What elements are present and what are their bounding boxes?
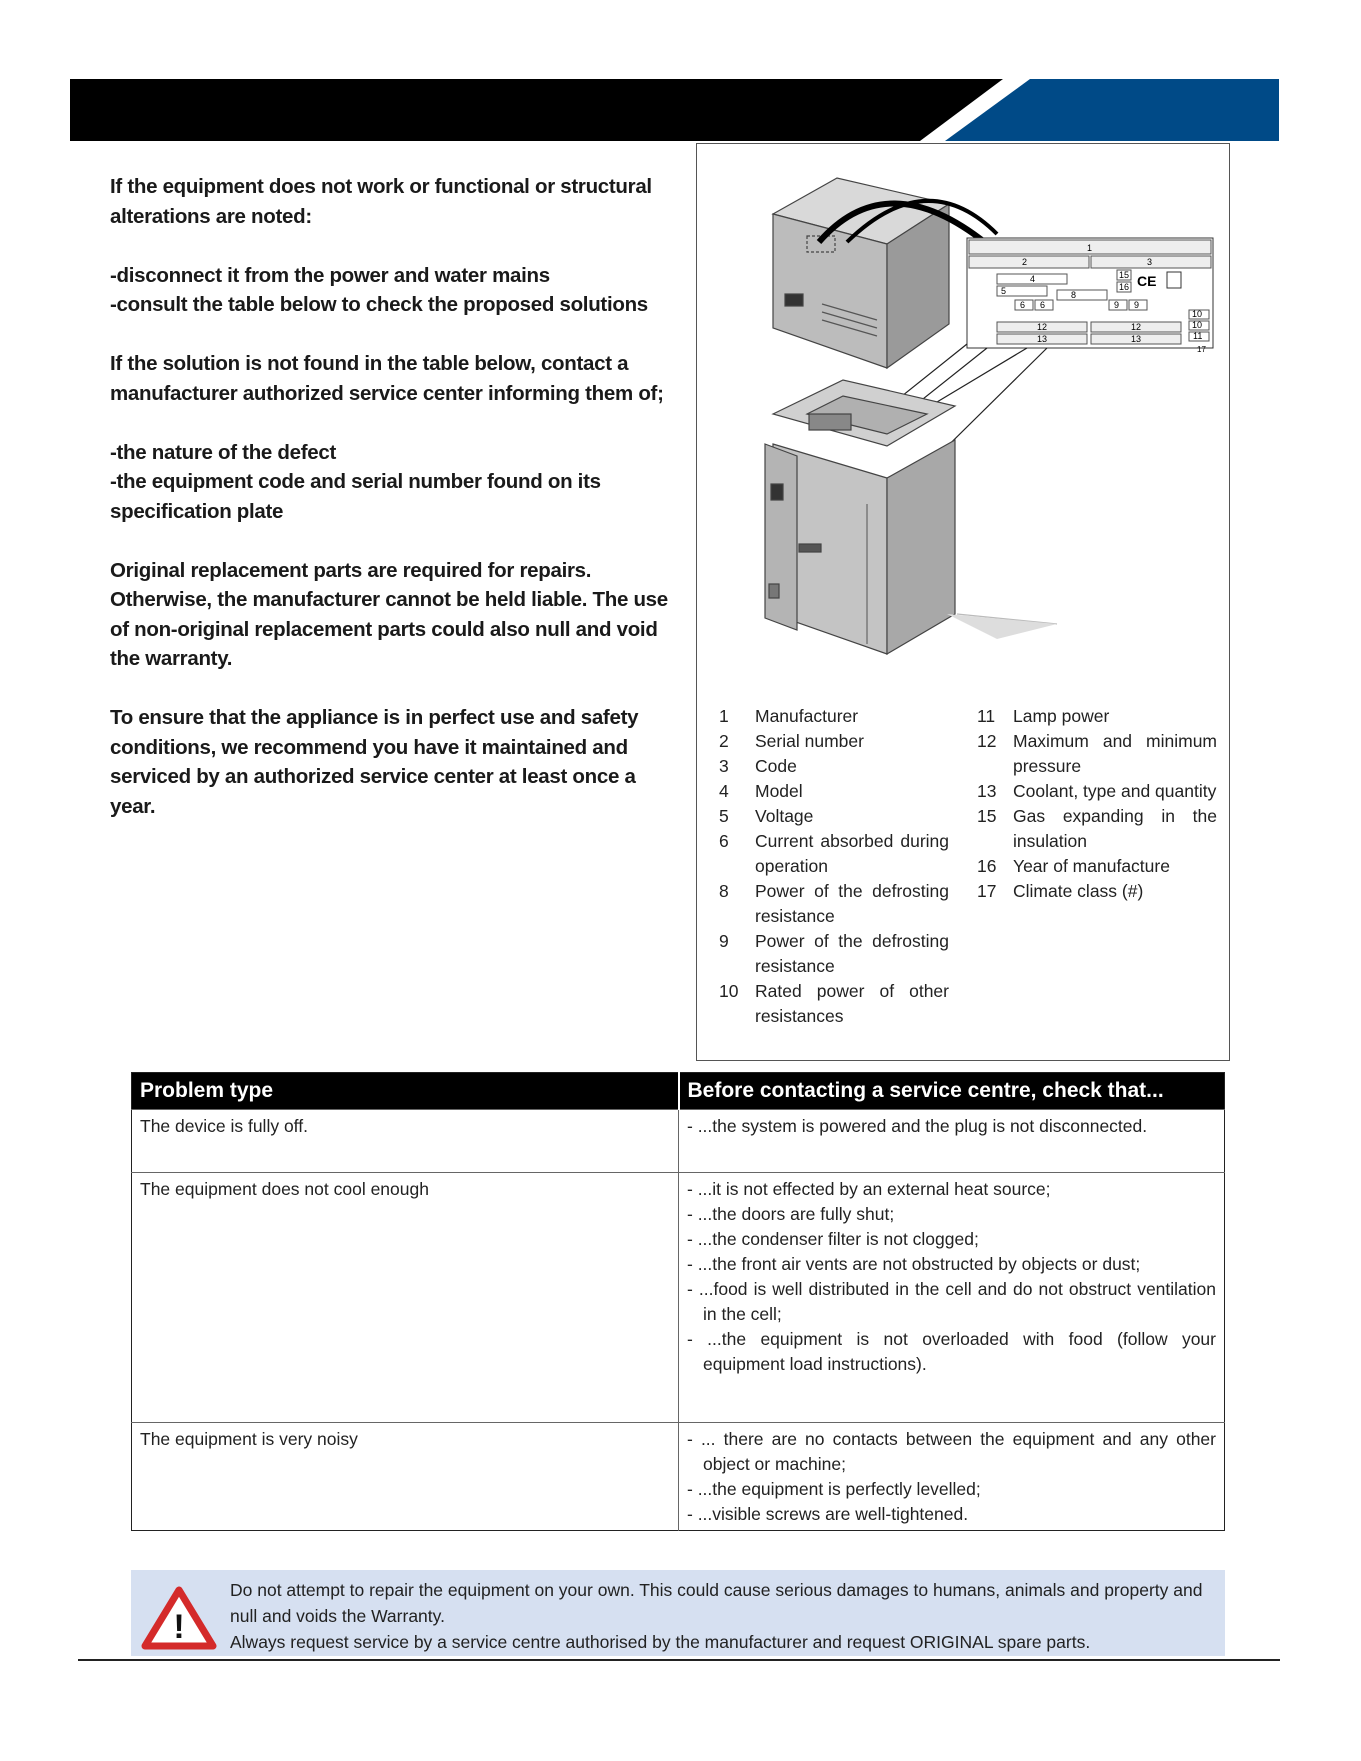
legend-label: Power of the defrosting resistance (755, 931, 949, 976)
plate-label-15: 15 (1119, 270, 1130, 280)
table-header-row (132, 1073, 1225, 1110)
plate-label-8: 8 (1071, 290, 1077, 300)
plate-label-1: 1 (1087, 243, 1093, 253)
plate-label-16: 16 (1119, 282, 1130, 292)
legend-label: Power of the defrosting resistance (755, 881, 949, 926)
check-item: - ...the system is powered and the plug is not disconnected. (687, 1116, 1148, 1136)
legend-label: Lamp power (1013, 706, 1110, 726)
legend-label: Maximum and minimum pressure (1013, 731, 1217, 776)
intro-paragraph-1: If the equipment does not work or functional or structural alterations are noted: (110, 175, 652, 228)
table-row (132, 1423, 1225, 1531)
legend-item (977, 729, 1217, 779)
plate-label-6a: 6 (1020, 300, 1026, 310)
legend-item (719, 879, 949, 929)
legend-item (719, 704, 949, 729)
warning-text (230, 1577, 1210, 1655)
legend-label: Current absorbed during operation (755, 831, 949, 876)
problem-cell: The equipment does not cool enough (132, 1173, 679, 1423)
legend-item (719, 979, 949, 1029)
legend-label: Model (755, 781, 803, 801)
legend-number: 12 (977, 731, 997, 751)
legend-label: Climate class (#) (1013, 881, 1144, 901)
plate-label-11: 11 (1193, 331, 1203, 341)
checks-cell (679, 1173, 1225, 1423)
legend-number: 6 (719, 831, 729, 851)
header-black-bar (70, 79, 1003, 141)
plate-label-2: 2 (1022, 257, 1028, 267)
intro-paragraph-5: Original replacement parts are required for repairs. Otherwise, the manufacturer cannot be held liable. The use of non-original replacement parts could also null and void the warranty. (110, 558, 668, 670)
warning-line-2: Always request service by a service centre authorised by the manufacturer and request ORIGINAL spare parts. (230, 1632, 1091, 1652)
intro-instruction-2: -consult the table below to check the proposed solutions (110, 293, 648, 316)
problem-cell: The equipment is very noisy (132, 1423, 679, 1531)
check-item: - ...the front air vents are not obstructed by objects or dust; (687, 1254, 1141, 1274)
checks-cell (679, 1110, 1225, 1173)
warning-glyph: ! (173, 1608, 185, 1646)
intro-instruction-1: -disconnect it from the power and water mains (110, 263, 550, 287)
legend-item (977, 704, 1217, 729)
plate-label-10a: 10 (1192, 309, 1203, 319)
legend-number: 1 (719, 706, 729, 726)
legend-left-column (719, 704, 949, 1029)
bottom-rule (78, 1659, 1280, 1661)
legend-item (977, 804, 1217, 854)
check-item: - ...the doors are fully shut; (687, 1204, 895, 1224)
header-blue-bar (945, 79, 1279, 141)
legend-item (719, 829, 949, 879)
legend-item (719, 779, 949, 804)
plate-label-9a: 9 (1114, 300, 1120, 310)
legend-number: 15 (977, 806, 997, 826)
legend-number: 16 (977, 856, 997, 876)
legend-label: Code (755, 756, 797, 776)
legend-number: 8 (719, 881, 729, 901)
legend-label: Rated power of other resistances (755, 981, 949, 1026)
intro-info-1: -the nature of the defect (110, 440, 336, 464)
legend-item (719, 729, 949, 754)
plate-label-17: 17 (1197, 345, 1206, 354)
legend-number: 4 (719, 781, 729, 801)
check-item: - ...food is well distributed in the cell and do not obstruct ventilation in the cell; (687, 1279, 1216, 1324)
table-row (132, 1110, 1225, 1173)
intro-paragraph-6: To ensure that the appliance is in perfect use and safety conditions, we recommend you have it maintained and serviced by an authorized service center at least once a year. (110, 706, 639, 818)
warning-triangle-icon (141, 1586, 217, 1650)
legend-label: Manufacturer (755, 706, 859, 726)
column-header-checks: Before contacting a service centre, check that... (679, 1073, 1225, 1110)
plate-label-4: 4 (1030, 274, 1036, 284)
legend-label: Gas expanding in the insulation (1013, 806, 1217, 851)
legend-item (719, 754, 949, 779)
troubleshooting-table (131, 1072, 1225, 1531)
plate-label-12b: 12 (1131, 322, 1142, 332)
check-item: - ...visible screws are well-tightened. (687, 1504, 969, 1524)
check-item: - ...the equipment is perfectly levelled; (687, 1479, 981, 1499)
table-row (132, 1173, 1225, 1423)
check-item: - ...the condenser filter is not clogged; (687, 1229, 979, 1249)
equipment-illustration (697, 144, 1229, 694)
legend-number: 11 (977, 706, 996, 726)
legend-item (719, 929, 949, 979)
legend-label: Year of manufacture (1013, 856, 1170, 876)
specification-plate-figure (696, 143, 1230, 1061)
legend-item (977, 779, 1217, 804)
legend-item (977, 879, 1217, 904)
warning-box (131, 1570, 1225, 1656)
ce-mark: CE (1137, 273, 1157, 289)
legend-label: Serial number (755, 731, 864, 751)
plate-label-6b: 6 (1040, 300, 1046, 310)
plate-label-5: 5 (1001, 286, 1007, 296)
legend-number: 3 (719, 756, 729, 776)
legend-number: 2 (719, 731, 729, 751)
legend-label: Coolant, type and quantity (1013, 781, 1217, 801)
intro-paragraph-3: If the solution is not found in the table below, contact a manufacturer authorized service center informing them of; (110, 352, 664, 405)
warning-line-1: Do not attempt to repair the equipment on your own. This could cause serious damages to humans, animals and property and null and voids the Warranty. (230, 1580, 1203, 1626)
legend-label: Voltage (755, 806, 814, 826)
plate-label-13a: 13 (1037, 334, 1048, 344)
legend-number: 17 (977, 881, 997, 901)
problem-cell: The device is fully off. (132, 1110, 679, 1173)
plate-label-9b: 9 (1134, 300, 1140, 310)
check-item: - ...it is not effected by an external heat source; (687, 1179, 1051, 1199)
legend-item (977, 854, 1217, 879)
plate-label-13b: 13 (1131, 334, 1142, 344)
legend-number: 9 (719, 931, 729, 951)
check-item: - ...the equipment is not overloaded with food (follow your equipment load instructions). (687, 1329, 1216, 1374)
legend-item (719, 804, 949, 829)
plate-label-3: 3 (1147, 257, 1153, 267)
header-band (0, 0, 1361, 150)
check-item: - ... there are no contacts between the equipment and any other object or machine; (687, 1429, 1216, 1474)
legend-number: 10 (719, 981, 739, 1001)
plate-label-10b: 10 (1192, 320, 1203, 330)
intro-text (110, 172, 680, 851)
specification-plate-drawing (967, 238, 1213, 354)
legend-number: 5 (719, 806, 729, 826)
large-cabinet-drawing (765, 380, 1057, 654)
legend-number: 13 (977, 781, 997, 801)
checks-cell (679, 1423, 1225, 1531)
plate-label-12a: 12 (1037, 322, 1048, 332)
intro-info-2: -the equipment code and serial number found on its specification plate (110, 470, 601, 523)
column-header-problem: Problem type (132, 1073, 679, 1110)
legend-right-column (977, 704, 1217, 904)
